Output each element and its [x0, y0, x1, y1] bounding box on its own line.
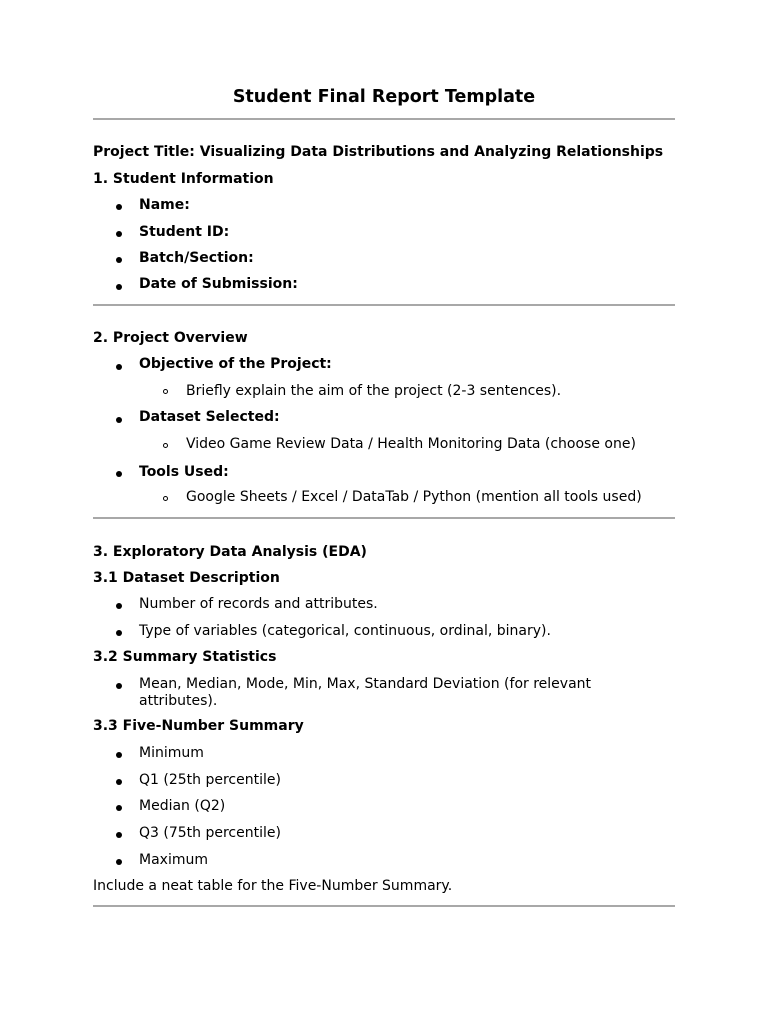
five-number-item-median: Median (Q2) [139, 798, 226, 814]
project-title: Project Title: Visualizing Data Distributions and Analyzing Relationships [93, 144, 664, 160]
field-student-id: Student ID: [139, 224, 230, 240]
bullet-icon [116, 284, 122, 290]
five-number-item-maximum: Maximum [139, 852, 208, 868]
bullet-icon [116, 257, 122, 263]
bullet-icon [116, 859, 122, 865]
field-date-of-submission: Date of Submission: [139, 276, 298, 292]
field-batch-section: Batch/Section: [139, 250, 254, 266]
five-number-item-q1: Q1 (25th percentile) [139, 772, 281, 788]
overview-objective-label: Objective of the Project: [139, 356, 332, 372]
section-heading-eda: 3. Exploratory Data Analysis (EDA) [93, 544, 367, 560]
overview-objective-detail: Briefly explain the aim of the project (2-3 sentences). [186, 383, 562, 399]
five-number-item-minimum: Minimum [139, 745, 204, 761]
field-name: Name: [139, 197, 190, 213]
divider [93, 118, 675, 120]
overview-dataset-label: Dataset Selected: [139, 409, 280, 425]
subsection-heading-five-number-summary: 3.3 Five-Number Summary [93, 718, 304, 734]
bullet-icon [116, 832, 122, 838]
subsection-heading-summary-statistics: 3.2 Summary Statistics [93, 649, 277, 665]
overview-tools-label: Tools Used: [139, 464, 229, 480]
bullet-icon [116, 364, 122, 370]
bullet-icon [116, 204, 122, 210]
bullet-icon [116, 231, 122, 237]
bullet-icon [116, 630, 122, 636]
section-heading-student-information: 1. Student Information [93, 171, 274, 187]
sub-bullet-icon [163, 496, 168, 501]
bullet-icon [116, 752, 122, 758]
divider [93, 517, 675, 519]
bullet-icon [116, 805, 122, 811]
sub-bullet-icon [163, 389, 168, 394]
section-heading-project-overview: 2. Project Overview [93, 330, 248, 346]
document-title: Student Final Report Template [232, 87, 536, 107]
bullet-icon [116, 471, 122, 477]
bullet-icon [116, 779, 122, 785]
divider [93, 304, 675, 306]
five-number-item-q3: Q3 (75th percentile) [139, 825, 281, 841]
divider [93, 905, 675, 907]
dataset-description-item: Number of records and attributes. [139, 596, 378, 612]
subsection-heading-dataset-description: 3.1 Dataset Description [93, 570, 280, 586]
bullet-icon [116, 417, 122, 423]
bullet-icon [116, 603, 122, 609]
overview-tools-detail: Google Sheets / Excel / DataTab / Python (mention all tools used) [186, 489, 642, 505]
bullet-icon [116, 683, 122, 689]
overview-dataset-detail: Video Game Review Data / Health Monitoring Data (choose one) [186, 436, 636, 452]
five-number-note: Include a neat table for the Five-Number Summary. [93, 878, 453, 894]
dataset-description-item: Type of variables (categorical, continuous, ordinal, binary). [139, 623, 551, 639]
summary-statistics-item: Mean, Median, Mode, Min, Max, Standard Deviation (for relevant attributes). [139, 676, 592, 709]
sub-bullet-icon [163, 443, 168, 448]
